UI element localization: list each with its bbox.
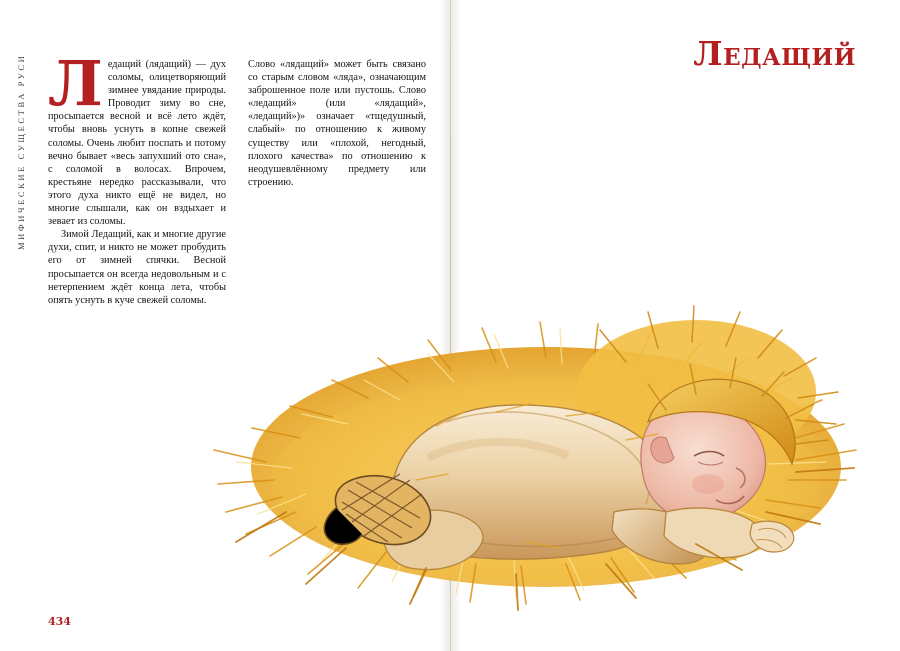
paragraph-text: Зимой Ледащий, как и многие другие духи, спит, и никто не может пробудить его от зимней спячки. Весной просыпается он всегда недовольным и с нетерпением ждёт конца лета, чтобы опять уснуть в куче свежей соломы. bbox=[48, 229, 226, 306]
page-number: 434 bbox=[48, 615, 71, 628]
sleeping-straw-spirit-illustration bbox=[196, 212, 896, 612]
drop-cap: Л bbox=[48, 47, 103, 120]
page-title: Ледащий bbox=[693, 34, 856, 73]
running-head: МИФИЧЕСКИЕ СУЩЕСТВА РУСИ bbox=[16, 53, 26, 250]
paragraph-text: Слово «лядащий» может быть связано со старым словом «ляда», означающим заброшенное поле или пустошь. Слово «ледащий» (или «лядащий», «ледащий»)» означает «тщедушный, слабый» по отношению к живому существу или «плохой, негодный, плохого качества» по отношению к неодушевлённому предмету или строению. bbox=[248, 59, 426, 188]
paragraph bbox=[48, 47, 226, 228]
text-column-right bbox=[248, 58, 426, 189]
paragraph bbox=[248, 58, 426, 189]
paragraph-text: едащий (лядащий) — дух соломы, олицетворяющий зимнее увядание природы. Проводит зиму во сне, просыпается весной и всё лето ждёт, чтобы вновь уснуть в копне свежей соломы. Очень любит поспать и потому вечно бывает «весь запухший ото сна», с соломой в волосах. Впрочем, крестьяне нередко рассказывали, что этого духа никто ещё не видел, но многие слышали, как он вздыхает и зевает из соломы. bbox=[48, 59, 226, 228]
